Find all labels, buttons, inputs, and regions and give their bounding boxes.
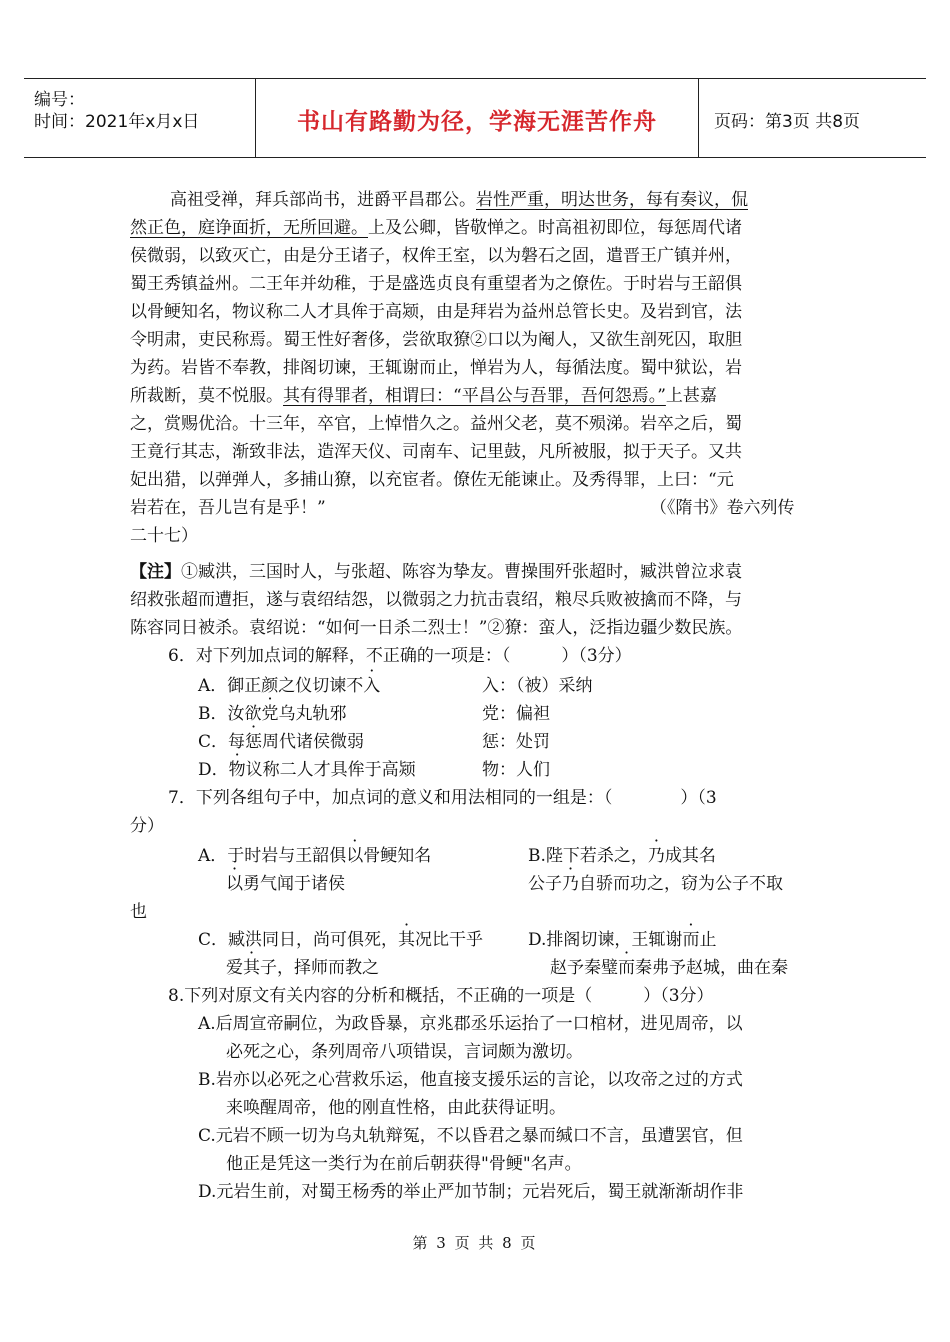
q7-option-a-line2: 以勇气闻于诸侯 — [226, 874, 345, 894]
question-7-stem-cont: 分） — [130, 816, 164, 836]
passage-source: （《隋书》卷六列传 — [650, 498, 795, 518]
q6-definition-c: 惩：处罚 — [482, 732, 550, 752]
q6-definition-a: 入：（被）采纳 — [482, 676, 593, 696]
passage-line: 王竟行其志，渐致非法，造浑天仪、司南车、记里鼓，凡所被服，拟于天子。又共 — [130, 442, 742, 462]
passage-line: 妃出猎，以弹弹人，多捕山獠，以充宦者。僚佐无能谏止。及秀得罪，上曰：“元 — [130, 470, 734, 490]
passage-line: 之，赏赐优洽。十三年，卒官，上悼惜久之。益州父老，莫不殒涕。岩卒之后，蜀 — [130, 414, 742, 434]
question-8-stem: 8.下列对原文有关内容的分析和概括，不正确的一项是（ ）（3分） — [168, 986, 714, 1006]
q7-option-c-line1: C．臧洪同日，尚可俱死，其况比干乎 — [198, 930, 484, 950]
note-line: 【注】①臧洪，三国时人，与张超、陈容为挚友。曹操围歼张超时，臧洪曾泣求袁 — [130, 562, 742, 582]
dotted-word: 其 — [243, 958, 260, 978]
dotted-word: 乃 — [647, 846, 665, 866]
motto: 书山有路勤为径，学海无涯苦作舟 — [297, 109, 657, 135]
q7-option-d-line1: D.排阁切谏，王辄谢而止 — [528, 930, 717, 950]
q8-option-a-line2: 必死之心，条列周帝八项错误，言词颇为激切。 — [226, 1042, 583, 1062]
serial-label: 编号： — [34, 90, 85, 110]
dotted-word: 党 — [261, 704, 279, 724]
note-line: 陈容同日被杀。袁绍说：“如何一日杀二烈士！”②獠：蛮人，泛指边疆少数民族。 — [130, 618, 743, 638]
header-page-cell — [700, 79, 926, 157]
passage-line: 侯微弱，以致灭亡，由是分王诸子，权侔王室，以为磐石之固，遣晋王广镇并州， — [130, 246, 742, 266]
page-footer: 第 3 页 共 8 页 — [412, 1234, 538, 1252]
q7-option-b-line2: 公子乃自骄而功之，窃为公子不取 — [528, 874, 783, 894]
passage-line: 蜀王秀镇益州。二王年并幼稚，于是盛选贞良有重望者为之僚佐。于时岩与王韶俱 — [130, 274, 742, 294]
dotted-word: 而 — [682, 930, 700, 950]
dotted-word: 其 — [398, 930, 416, 950]
passage-line: 岩若在，吾儿岂有是乎！” — [130, 498, 326, 518]
dotted-word: 物 — [228, 760, 246, 780]
question-6-stem: 6．对下列加点词的解释，不正确的一项是：（ ）（3分） — [168, 646, 632, 666]
dotted-word: 入 — [363, 676, 381, 696]
q6-option-a: A．御正颜之仪切谏不入 — [198, 676, 381, 696]
q6-option-b: B．汝欲党乌丸轨邪 — [198, 704, 347, 724]
q7-option-c-line2: 爱其子，择师而教之 — [226, 958, 379, 978]
passage-line: 高祖受禅，拜兵部尚书，进爵平昌郡公。岩性严重，明达世务，每有奏议，侃 — [170, 190, 748, 210]
q8-option-c-line1: C.元岩不顾一切为乌丸轨辩冤，不以昏君之暴而缄口不言，虽遭罢官，但 — [198, 1126, 743, 1146]
passage-line: 令明肃，吏民称焉。蜀王性好奢侈，尝欲取獠②口以为阉人，又欲生剖死囚，取胆 — [130, 330, 742, 350]
page-header — [24, 78, 926, 158]
passage-line: 二十七） — [130, 526, 198, 546]
passage-line: 所裁断，莫不悦服。其有得罪者，相谓曰：“平昌公与吾罪，吾何怨焉。”上甚嘉 — [130, 386, 717, 406]
underlined-sentence: 岩性严重，明达世务，每有奏议，侃 — [476, 190, 748, 210]
q8-option-b-line2: 来唤醒周帝，他的刚直性格，由此获得证明。 — [226, 1098, 566, 1118]
underlined-sentence: 其有得罪者，相谓曰：“平昌公与吾罪，吾何怨焉。” — [283, 386, 666, 406]
dotted-word: 乃 — [562, 874, 579, 894]
dotted-word: 惩 — [245, 732, 263, 752]
dotted-word: 而 — [618, 958, 635, 978]
header-motto-cell — [256, 79, 699, 157]
q7-option-d-line2: 赵予秦璧而秦弗予赵城，曲在秦 — [550, 958, 788, 978]
q7-option-a-line1: A．于时岩与王韶俱以骨鲠知名 — [198, 846, 432, 866]
q8-option-d-line1: D.元岩生前，对蜀王杨秀的举止严加节制；元岩死后，蜀王就渐渐胡作非 — [198, 1182, 744, 1202]
passage-line: 以骨鲠知名，物议称二人才具侔于高颎，由是拜岩为益州总管长史。及岩到官，法 — [130, 302, 742, 322]
q8-option-c-line2: 他正是凭这一类行为在前后朝获得"骨鲠"名声。 — [226, 1154, 582, 1174]
passage-line: 为药。岩皆不奉教，排阁切谏，王辄谢而止，惮岩为人，每循法度。蜀中狱讼，岩 — [130, 358, 742, 378]
q7-option-b-line1: B.陛下若杀之，乃成其名 — [528, 846, 716, 866]
q7-wrap-tail: 也 — [130, 902, 147, 922]
passage-line: 然正色，庭诤面折，无所回避。上及公卿，皆敬惮之。时高祖初即位，每惩周代诸 — [130, 218, 742, 238]
dotted-word: 以 — [346, 846, 364, 866]
q8-option-a-line1: A.后周宣帝嗣位，为政昏暴，京兆郡丞乐运抬了一口棺材，进见周帝，以 — [198, 1014, 743, 1034]
question-7-stem: 7．下列各组句子中，加点词的意义和用法相同的一组是：（ ）（3 — [168, 788, 717, 808]
header-info-cell — [24, 79, 256, 157]
underlined-sentence: 然正色，庭诤面折，无所回避。 — [130, 218, 368, 238]
dotted-word: 以 — [226, 874, 243, 894]
q8-option-b-line1: B.岩亦以必死之心营救乐运，他直接支援乐运的言论，以攻帝之过的方式 — [198, 1070, 743, 1090]
q6-option-c: C．每惩周代诸侯微弱 — [198, 732, 365, 752]
q6-definition-d: 物：人们 — [482, 760, 550, 780]
page-code: 页码：第3页 共8页 — [714, 112, 861, 132]
note-line: 绍救张超而遭拒，遂与袁绍结怨，以微弱之力抗击袁绍，粮尽兵败被擒而不降，与 — [130, 590, 742, 610]
time-label: 时间：2021年x月x日 — [34, 112, 200, 132]
q6-definition-b: 党：偏袒 — [482, 704, 550, 724]
note-tag: 【注】 — [130, 562, 181, 582]
q6-option-d: D．物议称二人才具侔于高颎 — [198, 760, 416, 780]
